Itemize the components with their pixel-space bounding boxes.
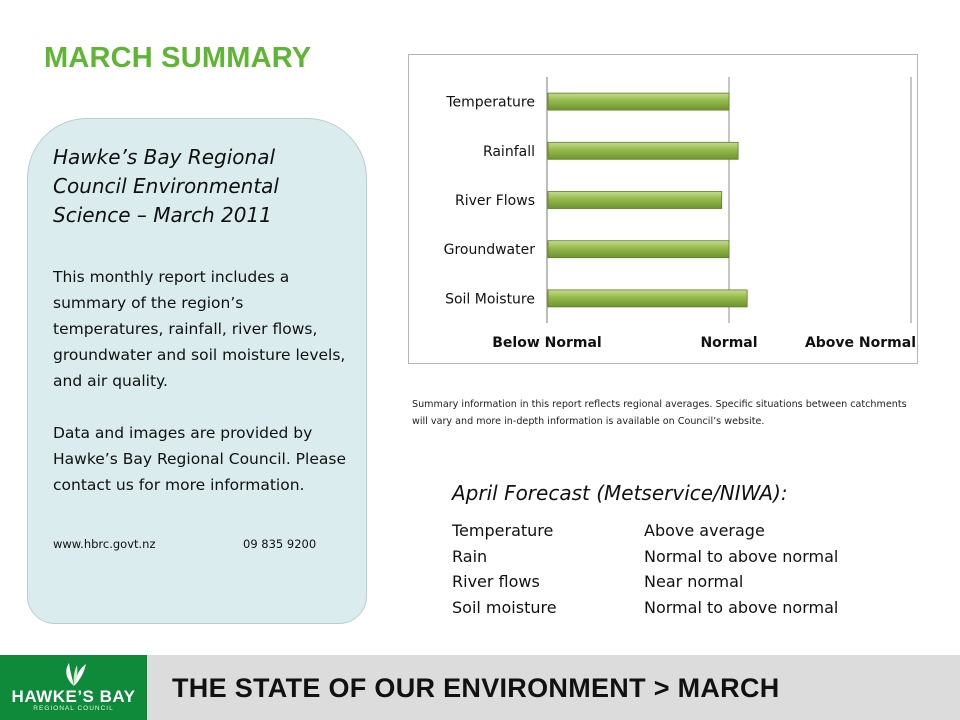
summary-note: Summary information in this report reflects regional averages. Specific situations between catchments will vary and more in-depth information is available on Council’s website. — [412, 399, 907, 427]
footer-bar — [0, 655, 960, 720]
forecast-row — [452, 569, 892, 595]
footer-title: THE STATE OF OUR ENVIRONMENT > MARCH — [172, 673, 780, 703]
chart-category-label: Soil Moisture — [445, 291, 535, 308]
forecast-row — [452, 544, 892, 570]
logo-subtext: REGIONAL COUNCIL — [33, 705, 114, 712]
forecast-label: River flows — [452, 572, 540, 592]
forecast-value: Near normal — [644, 572, 744, 592]
forecast-label: Soil moisture — [452, 598, 557, 618]
panel-heading: Hawke’s Bay Regional Council Environmental Science – March 2011 — [53, 145, 279, 227]
panel-paragraph-2: Data and images are provided by Hawke’s Bay Regional Council. Please contact us for more information. — [53, 424, 346, 494]
forecast-row — [452, 518, 892, 544]
chart-category-label: River Flows — [455, 193, 535, 209]
forecast-value: Normal to above normal — [644, 546, 839, 566]
website-link[interactable]: www.hbrc.govt.nz — [53, 537, 156, 551]
forecast-value: Above average — [644, 521, 765, 540]
forecast-title: April Forecast (Metservice/NIWA): — [452, 481, 788, 505]
chart-category-label: Temperature — [446, 94, 535, 111]
forecast-table — [452, 518, 892, 621]
chart-bar — [548, 93, 729, 110]
panel-paragraph-1: This monthly report includes a summary of the region’s temperatures, rainfall, river flows, groundwater and soil moisture levels, and air quality. — [53, 268, 346, 390]
forecast-label: Temperature — [452, 521, 554, 540]
chart-tick-label: Above Normal — [804, 335, 916, 351]
council-logo — [0, 655, 147, 720]
chart-bar — [548, 142, 738, 159]
logo-text: HAWKE’S BAY — [11, 687, 136, 706]
phone-number: 09 835 9200 — [243, 537, 317, 551]
forecast-label: Rain — [452, 546, 488, 566]
chart-category-label: Rainfall — [482, 143, 535, 160]
leaf-icon — [60, 661, 88, 687]
chart-category-label: Groundwater — [443, 242, 535, 259]
chart-bar — [548, 192, 722, 209]
chart-bar — [548, 290, 747, 307]
page-title: MARCH SUMMARY — [44, 42, 312, 74]
contact-info — [53, 537, 353, 551]
panel-body — [53, 264, 351, 524]
chart-bar — [548, 241, 729, 258]
chart-tick-label: Normal — [700, 335, 758, 351]
forecast-row — [452, 595, 892, 621]
info-panel — [27, 118, 367, 624]
forecast-value: Normal to above normal — [644, 598, 839, 618]
chart-tick-label: Below Normal — [492, 335, 602, 351]
summary-chart-svg — [409, 55, 919, 365]
summary-chart — [408, 54, 918, 364]
